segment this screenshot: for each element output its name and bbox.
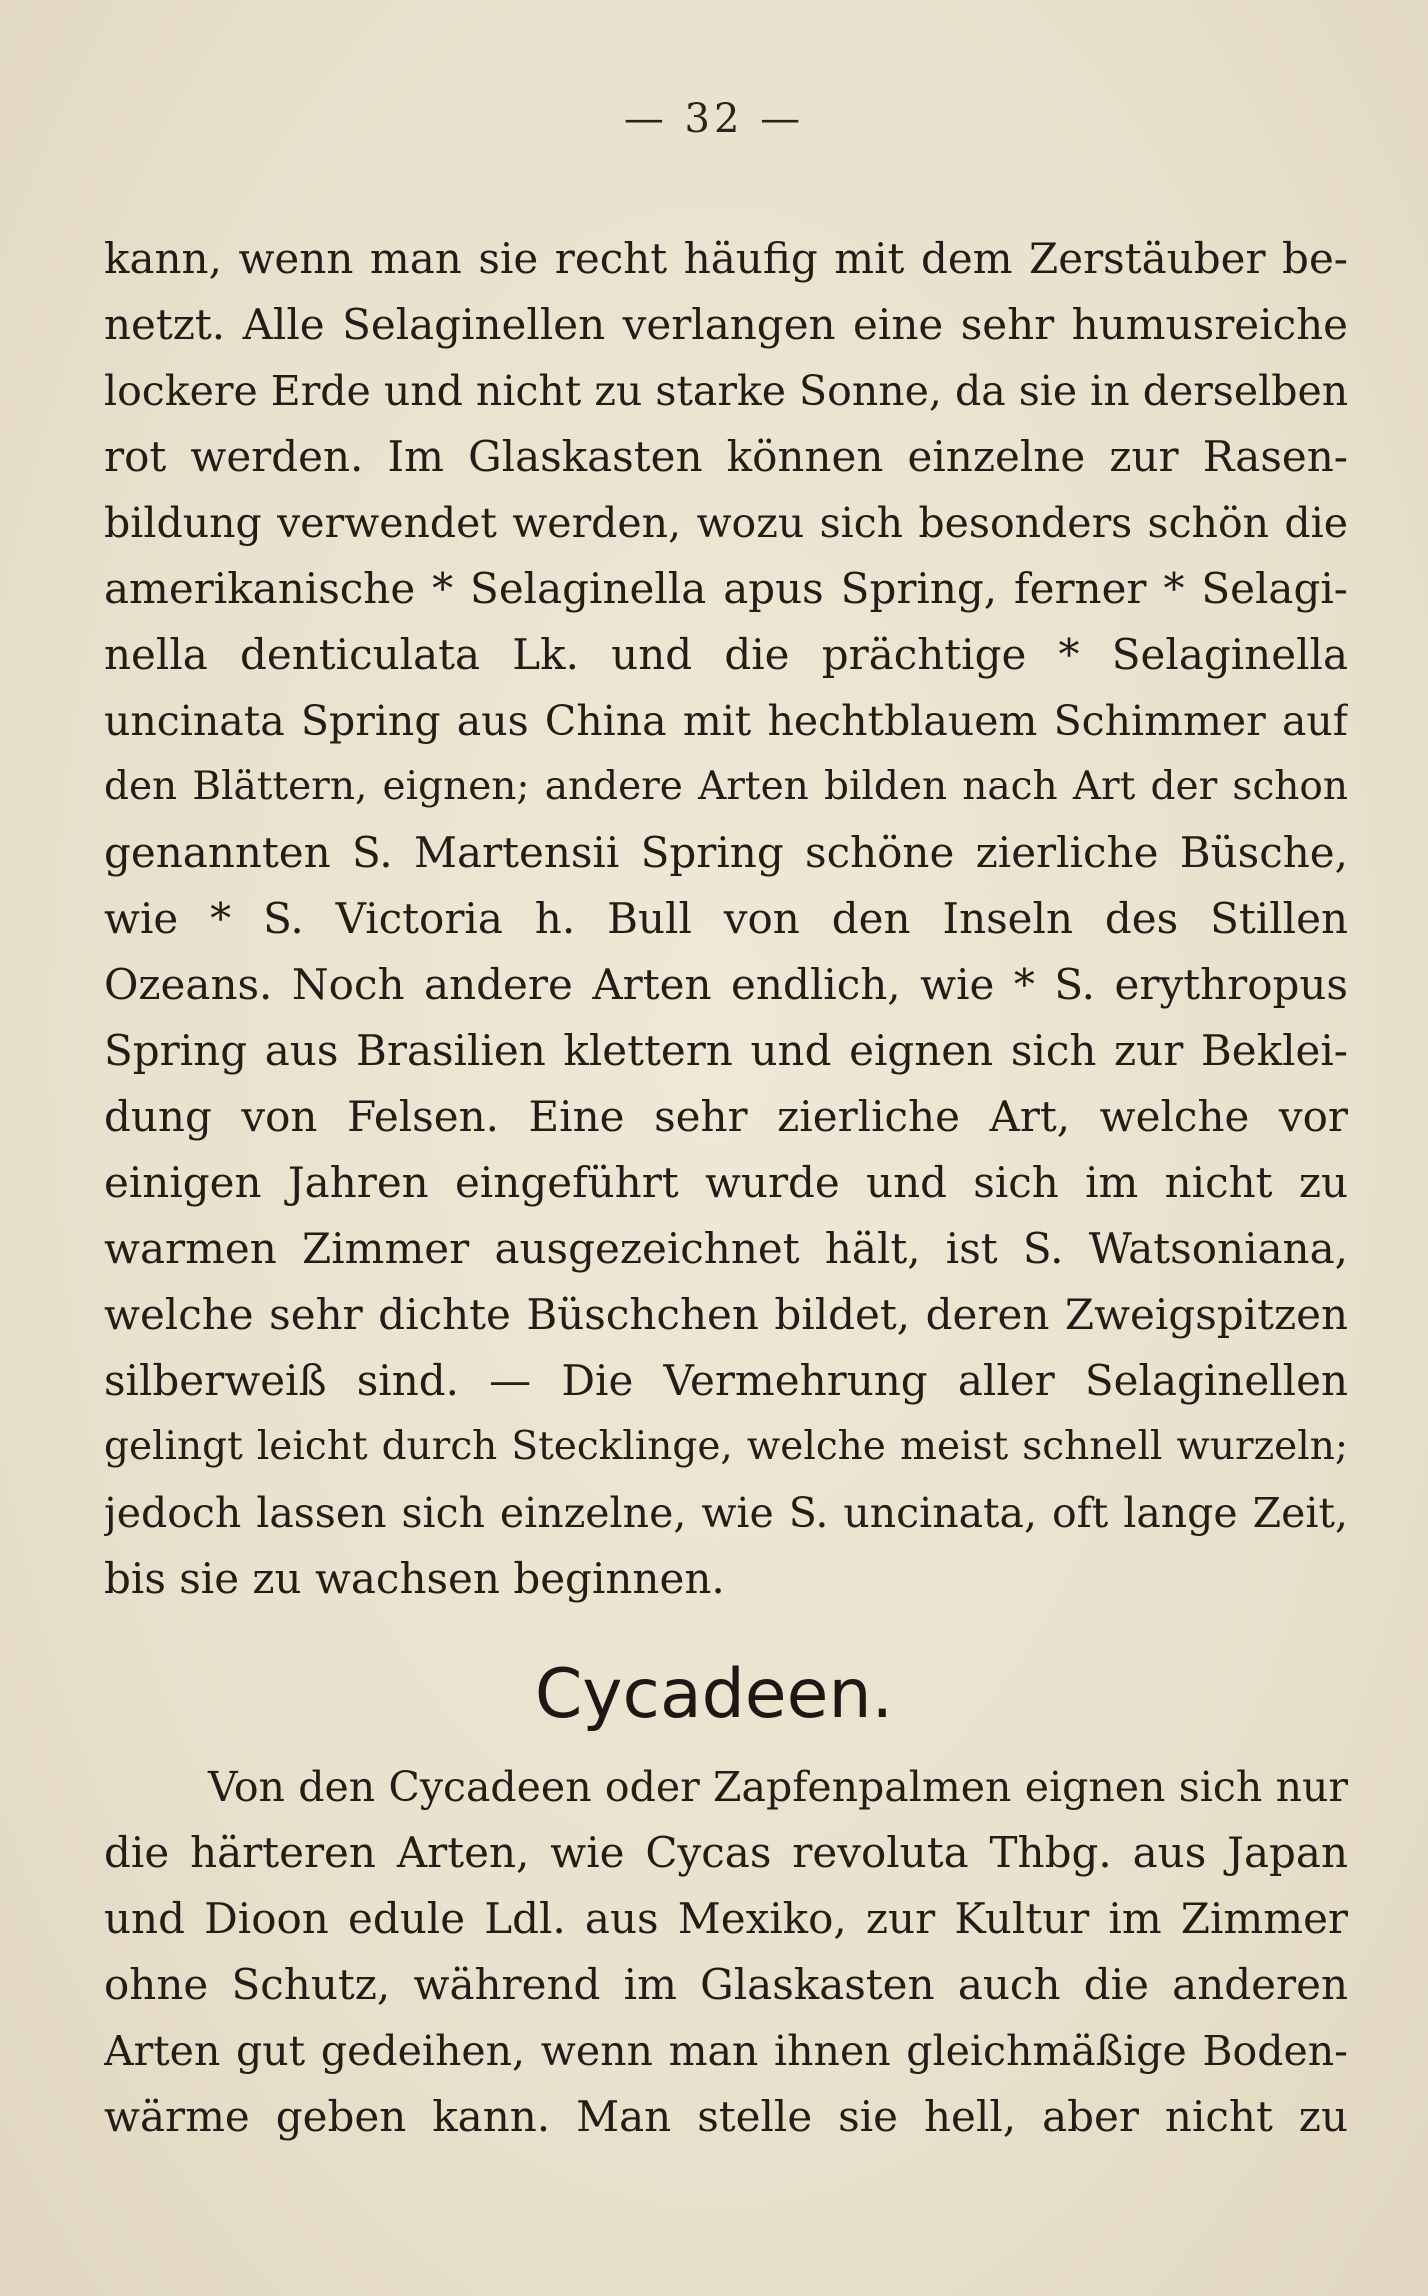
text-line: die härteren Arten, wie Cycas revoluta Thbg. aus Japan <box>104 1828 1348 1877</box>
text-line: gelingt leicht durch Stecklinge, welche meist schnell wurzeln; <box>104 1424 1348 1469</box>
paragraph-cycadeen <box>104 1754 1348 2150</box>
text-line: kann, wenn man sie recht häufig mit dem Zerstäuber be- <box>104 234 1348 283</box>
text-line: Spring aus Brasilien klettern und eignen sich zur Beklei- <box>104 1026 1348 1075</box>
text-line: wärme geben kann. Man stelle sie hell, aber nicht zu <box>104 2092 1348 2141</box>
text-line: rot werden. Im Glaskasten können einzelne zur Rasen- <box>104 432 1348 481</box>
text-line: lockere Erde und nicht zu starke Sonne, da sie in derselben <box>104 367 1348 415</box>
section-heading: Cycadeen. <box>534 1655 894 1734</box>
page-number: — 32 — <box>623 96 805 142</box>
text-line: netzt. Alle Selaginellen verlangen eine sehr humusreiche <box>104 300 1348 349</box>
text-line: dung von Felsen. Eine sehr zierliche Art, welche vor <box>104 1092 1348 1141</box>
text-line: amerikanische * Selaginella apus Spring, ferner * Selagi- <box>104 564 1348 613</box>
text-line: welche sehr dichte Büschchen bildet, deren Zweigspitzen <box>104 1290 1348 1339</box>
text-line: bis sie zu wachsen beginnen. <box>104 1554 725 1603</box>
text-line: ohne Schutz, während im Glaskasten auch die anderen <box>104 1960 1348 2009</box>
text-line: Arten gut gedeihen, wenn man ihnen gleichmäßige Boden- <box>104 2027 1348 2075</box>
text-line: Ozeans. Noch andere Arten endlich, wie * S. erythropus <box>104 960 1348 1009</box>
text-line: nella denticulata Lk. und die prächtige * Selaginella <box>104 630 1348 679</box>
text-line: bildung verwendet werden, wozu sich besonders schön die <box>104 499 1348 547</box>
text-line: den Blättern, eignen; andere Arten bilden nach Art der schon <box>104 764 1348 809</box>
text-line: wie * S. Victoria h. Bull von den Inseln des Stillen <box>104 894 1348 943</box>
text-line: warmen Zimmer ausgezeichnet hält, ist S. Watsoniana, <box>104 1224 1348 1273</box>
text-line: einigen Jahren eingeführt wurde und sich im nicht zu <box>104 1158 1348 1207</box>
text-line: uncinata Spring aus China mit hechtblauem Schimmer auf <box>104 697 1348 745</box>
text-line: genannten S. Martensii Spring schöne zierliche Büsche, <box>104 828 1348 877</box>
text-line: silberweiß sind. — Die Vermehrung aller Selaginellen <box>104 1356 1348 1405</box>
paragraph-selaginellen <box>104 226 1348 1612</box>
text-line: und Dioon edule Ldl. aus Mexiko, zur Kultur im Zimmer <box>104 1894 1348 1943</box>
text-line: jedoch lassen sich einzelne, wie S. uncinata, oft lange Zeit, <box>104 1489 1348 1537</box>
text-line: Von den Cycadeen oder Zapfenpalmen eignen sich nur <box>208 1763 1348 1811</box>
